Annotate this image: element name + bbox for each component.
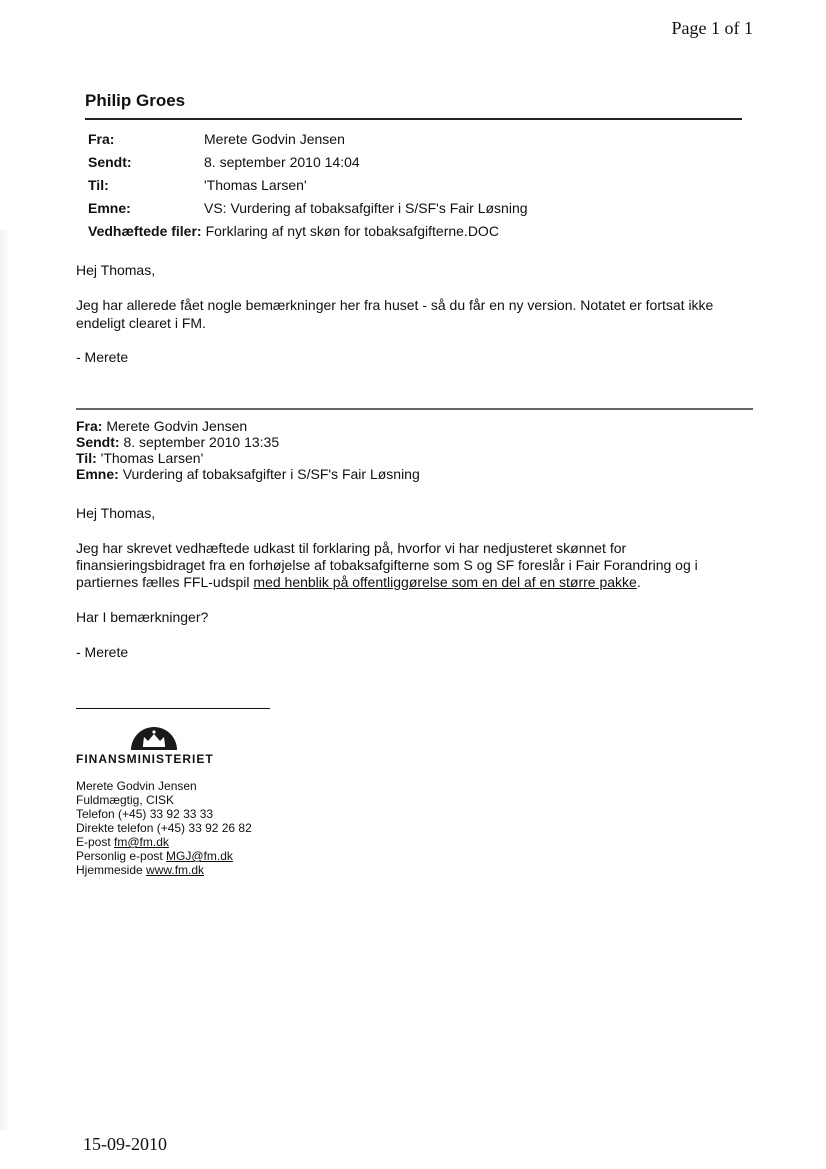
header-subject-row	[88, 199, 528, 217]
message1-paragraph-line1: Jeg har allerede fået nogle bemærkninger her fra huset - så du får en ny version. Notatet er fortsat ikke	[76, 297, 714, 313]
forwarded-to-value: 'Thomas Larsen'	[100, 450, 204, 466]
header-sent-row	[88, 153, 360, 171]
ministry-logo-text: FINANSMINISTERIET	[76, 752, 214, 766]
forward-divider	[76, 408, 753, 410]
header-attachments-row	[88, 222, 499, 240]
header-to-value: 'Thomas Larsen'	[204, 177, 307, 193]
signature-email-link[interactable]: fm@fm.dk	[114, 835, 169, 849]
header-to-label: Til:	[88, 177, 109, 193]
signature-title: Fuldmægtig, CISK	[76, 793, 175, 807]
header-attachments-value[interactable]: Forklaring af nyt skøn for tobaksafgifterne.DOC	[205, 223, 499, 239]
forwarded-subject-label: Emne:	[76, 466, 119, 482]
crown-icon	[129, 723, 179, 751]
scan-shading	[0, 230, 10, 1130]
header-from-row	[88, 130, 345, 148]
forwarded-to-row	[76, 450, 203, 466]
footer-date: 15-09-2010	[83, 1134, 167, 1154]
message2-line3-plain: partiernes fælles FFL-udspil	[76, 574, 254, 590]
signature-personal-email-link[interactable]: MGJ@fm.dk	[166, 849, 233, 863]
signature-website-label: Hjemmeside	[76, 863, 147, 877]
message2-greeting: Hej Thomas,	[76, 505, 156, 521]
header-from-value: Merete Godvin Jensen	[204, 131, 345, 147]
message2-line2: finansieringsbidraget fra en forhøjelse af tobaksafgifterne som S og SF foreslår i Fair Forandring og i	[76, 557, 698, 573]
signature-direct-phone: Direkte telefon (+45) 33 92 26 82	[76, 821, 252, 835]
forwarded-to-label: Til:	[76, 450, 97, 466]
header-sent-value: 8. september 2010 14:04	[204, 154, 360, 170]
signature-divider	[76, 708, 270, 709]
signature-email-row	[76, 836, 169, 849]
forwarded-subject-row	[76, 466, 420, 482]
signature-name: Merete Godvin Jensen	[76, 779, 197, 793]
forwarded-sent-value: 8. september 2010 13:35	[123, 434, 280, 450]
signature-website-link[interactable]: www.fm.dk	[146, 863, 205, 877]
message1-paragraph-line2: endeligt clearet i FM.	[76, 315, 206, 331]
header-to-row	[88, 176, 307, 194]
header-subject-value: VS: Vurdering af tobaksafgifter i S/SF's Fair Løsning	[204, 200, 528, 216]
mailbox-owner-name: Philip Groes	[85, 91, 186, 110]
header-divider	[85, 118, 742, 120]
forwarded-sent-label: Sendt:	[76, 434, 120, 450]
forwarded-from-label: Fra:	[76, 418, 103, 434]
forwarded-from-row	[76, 418, 247, 434]
signature-phone: Telefon (+45) 33 92 33 33	[76, 807, 214, 821]
message2-line1: Jeg har skrevet vedhæftede udkast til forklaring på, hvorfor vi har nedjusteret skønnet for	[76, 540, 627, 556]
signature-personal-email-label: Personlig e-post	[76, 849, 167, 863]
signature-personal-email-row	[76, 850, 233, 863]
header-attachments-label: Vedhæftede filer:	[88, 223, 202, 239]
message2-signoff: - Merete	[76, 644, 129, 660]
message2-line3-end: .	[636, 574, 641, 590]
header-from-label: Fra:	[88, 131, 115, 147]
message1-signoff: - Merete	[76, 349, 129, 365]
message2-line3	[76, 574, 746, 591]
signature-email-label: E-post	[76, 835, 115, 849]
message2-question: Har I bemærkninger?	[76, 609, 209, 625]
forwarded-from-value: Merete Godvin Jensen	[106, 418, 248, 434]
message1-greeting: Hej Thomas,	[76, 262, 156, 278]
signature-website-row	[76, 864, 204, 877]
page-number: Page 1 of 1	[671, 18, 753, 38]
forwarded-sent-row	[76, 434, 279, 450]
header-subject-label: Emne:	[88, 200, 131, 216]
message2-underlined-phrase: med henblik på offentliggørelse som en del af en større pakke	[253, 574, 637, 590]
forwarded-subject-value: Vurdering af tobaksafgifter i S/SF's Fair Løsning	[122, 466, 420, 482]
header-sent-label: Sendt:	[88, 154, 132, 170]
